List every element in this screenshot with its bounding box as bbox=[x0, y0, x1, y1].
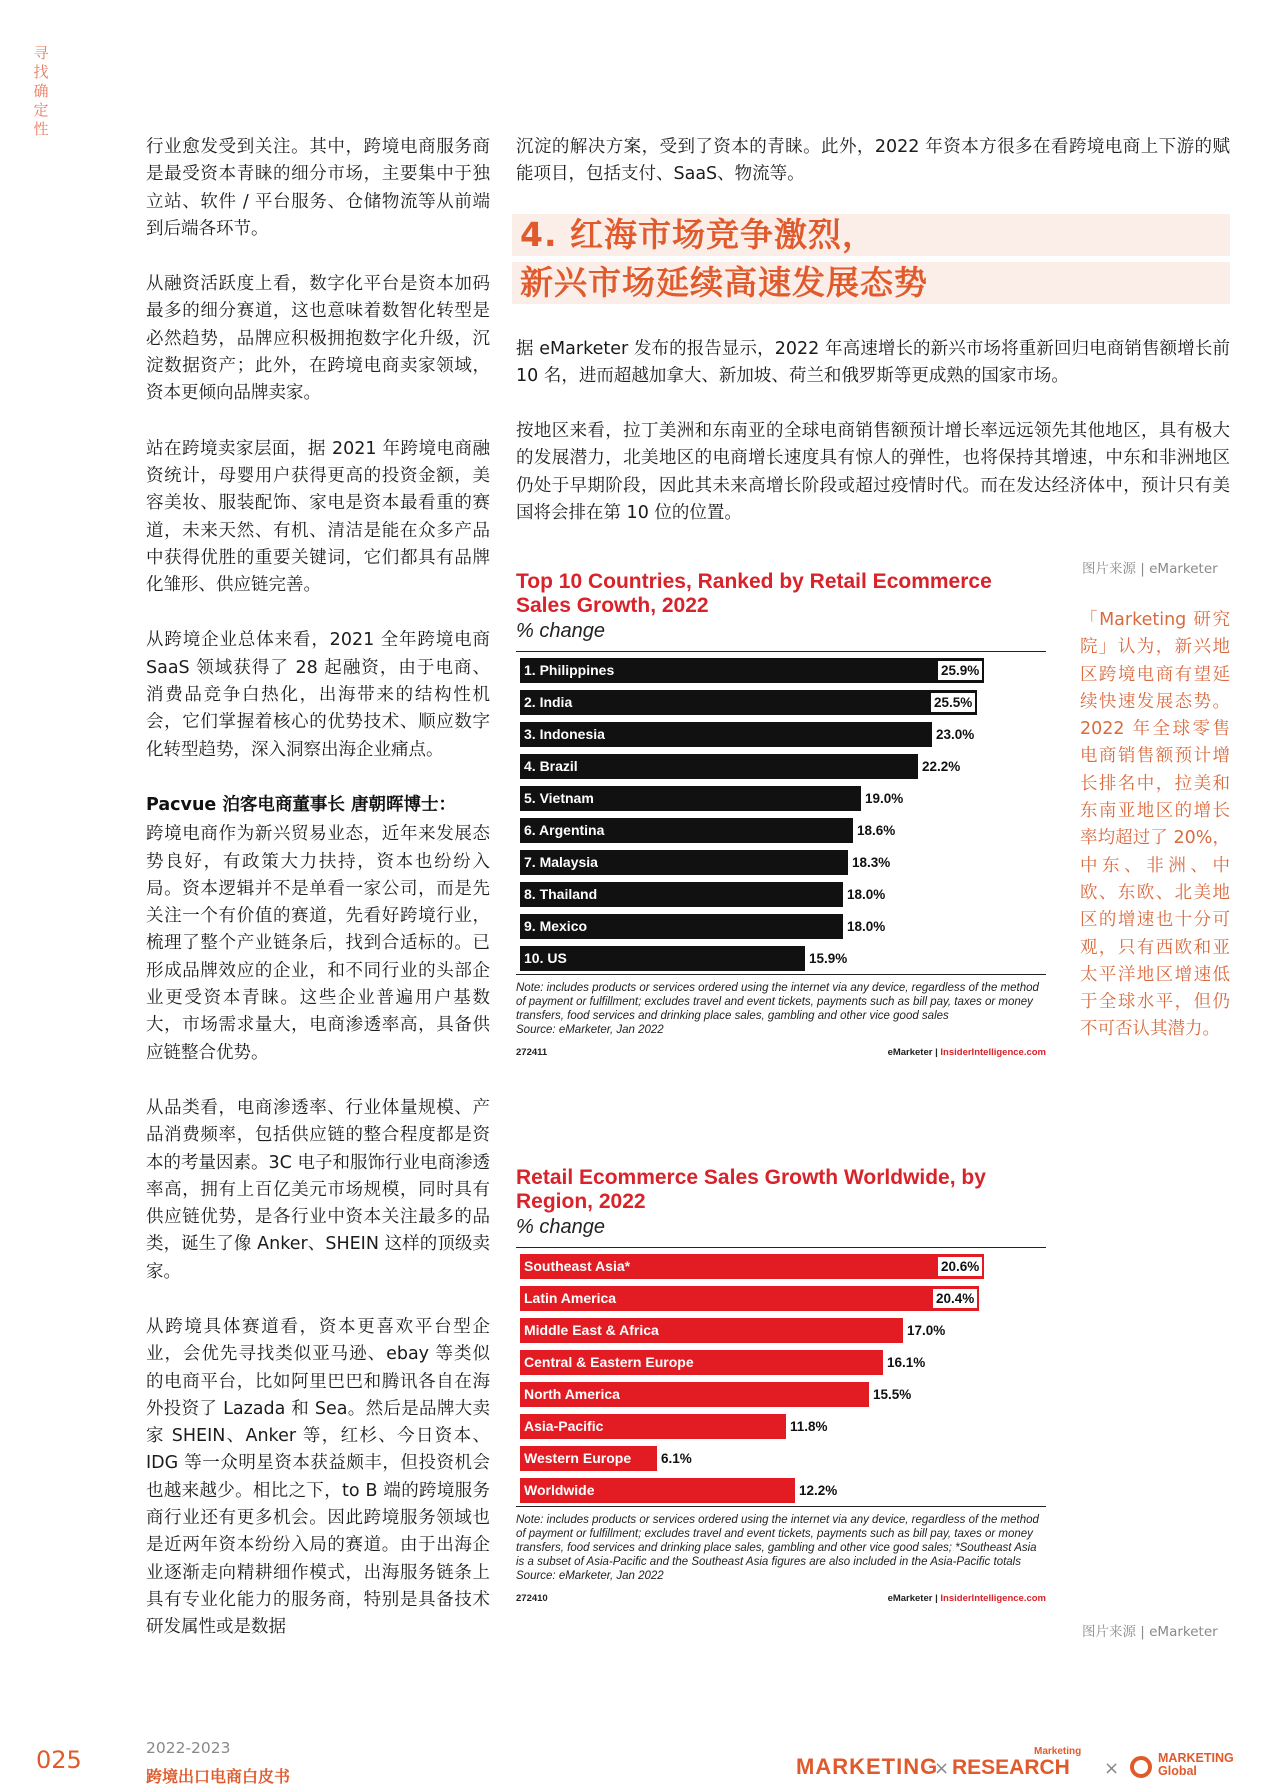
chart-bar-row bbox=[520, 850, 1050, 875]
chart-value-label: 20.4% bbox=[933, 1289, 977, 1308]
chart-bar-label: Western Europe bbox=[524, 1450, 632, 1466]
chart-bar-label: 4. Brazil bbox=[524, 758, 578, 774]
chart-bar-label: 8. Thailand bbox=[524, 886, 598, 902]
chart-subtitle: % change bbox=[516, 620, 605, 642]
side-label-char: 性 bbox=[33, 120, 49, 138]
chart-bar-label: Central & Eastern Europe bbox=[524, 1354, 694, 1370]
chart-value-label: 15.9% bbox=[809, 951, 848, 966]
side-label-char: 定 bbox=[33, 101, 49, 119]
chart-bar-label: 6. Argentina bbox=[524, 822, 605, 838]
x-mark: × bbox=[1104, 1758, 1120, 1779]
chart-note-text: Note: includes products or services ordered using the internet via any device, regardless of the method of payment or fulfillment; excludes travel and event tickets, payments such as bill pay, taxes or money transfers, food services and drinking place sales, gambling and other vice good sales bbox=[516, 982, 1039, 1022]
brand-separator: | bbox=[935, 1047, 938, 1058]
right-top-text: 沉淀的解决方案，受到了资本的青睐。此外，2022 年资本方很多在看跨境电商上下游的赋能项目，包括支付、SaaS、物流等。 bbox=[516, 137, 1230, 185]
chart-bar-row bbox=[520, 1350, 1050, 1375]
left-paragraph: 站在跨境卖家层面，据 2021 年跨境电商融资统计，母婴用户获得更高的投资金额，美容美妆、服装配饰、家电是资本最看重的赛道，未来天然、有机、清洁是能在众多产品中获得优胜的重要关键词，它们都具有品牌化雏形、供应链完善。 bbox=[146, 438, 490, 596]
chart-bar-row bbox=[520, 1414, 1050, 1439]
chart-bar-label: Middle East & Africa bbox=[524, 1322, 659, 1338]
chart-title: Retail Ecommerce Sales Growth Worldwide, by Region, 2022 bbox=[516, 1166, 986, 1213]
right-paragraph-3: 按地区来看，拉丁美洲和东南亚的全球电商销售额预计增长率远远领先其他地区，具有极大的发展潜力，北美地区的电商增长速度具有惊人的弹性，也将保持其增速，中东和非洲地区仍处于早期阶段，因此其未来高增长阶段或超过疫情时代。而在发达经济体中，预计只有美国将会排在第 10 位的位置。 bbox=[516, 421, 1230, 523]
chart-bar-label: 10. US bbox=[524, 950, 567, 966]
research-logo-small: Marketing bbox=[1034, 1746, 1082, 1757]
chart-value-label: 15.5% bbox=[873, 1387, 912, 1402]
chart-bar-row bbox=[520, 754, 1050, 779]
chart-brand bbox=[888, 1047, 1046, 1058]
chart-bar-row bbox=[520, 1446, 1050, 1471]
chart-bar bbox=[520, 690, 977, 715]
brand-emarketer: eMarketer bbox=[887, 1593, 933, 1604]
brand-separator: | bbox=[935, 1593, 938, 1604]
chart-value-label: 22.2% bbox=[922, 759, 961, 774]
brand-insider: InsiderIntelligence.com bbox=[940, 1047, 1046, 1058]
chart-value-label: 18.0% bbox=[847, 919, 886, 934]
side-label-char: 确 bbox=[33, 82, 49, 100]
chart-bar-label: 3. Indonesia bbox=[524, 726, 605, 742]
marketing-global-logo bbox=[1158, 1752, 1234, 1778]
chart-value-label: 6.1% bbox=[661, 1451, 692, 1466]
chart-value-label: 16.1% bbox=[887, 1355, 926, 1370]
left-paragraph: 从融资活跃度上看，数字化平台是资本加码最多的细分赛道，这也意味着数智化转型是必然趋势，品牌应积极拥抱数字化升级，沉淀数据资产；此外，在跨境电商卖家领域，资本更倾向品牌卖家。 bbox=[146, 274, 490, 404]
chart-bar-row bbox=[520, 690, 1050, 715]
left-subhead: Pacvue 泊客电商董事长 唐朝晖博士： bbox=[146, 794, 456, 815]
marketing-global-line2: Global bbox=[1158, 1764, 1197, 1778]
chart-bar-label: 7. Malaysia bbox=[524, 854, 598, 870]
left-paragraph: 从跨境企业总体来看，2021 全年跨境电商 SaaS 领域获得了 28 起融资，由于电商、消费品竞争白热化，出海带来的结构性机会，它们掌握着核心的优势技术、顺应数字化转型趋势，深入洞察出海企业痛点。 bbox=[146, 630, 490, 760]
right-paragraph-2: 据 eMarketer 发布的报告显示，2022 年高速增长的新兴市场将重新回归电商销售额增长前 10 名，进而超越加拿大、新加坡、荷兰和俄罗斯等更成熟的国家市场。 bbox=[516, 339, 1230, 387]
chart-bar-label: 9. Mexico bbox=[524, 918, 588, 934]
chart-bar-row bbox=[520, 914, 1050, 939]
chart-bar-label: 2. India bbox=[524, 694, 573, 710]
chart-bar-label: 1. Philippines bbox=[524, 662, 615, 678]
brand-emarketer: eMarketer bbox=[887, 1047, 933, 1058]
chart-footer bbox=[516, 1047, 1046, 1063]
chart-value-label: 18.0% bbox=[847, 887, 886, 902]
footer-year: 2022-2023 bbox=[146, 1739, 231, 1757]
chart-bar-row bbox=[520, 722, 1050, 747]
side-section-label bbox=[32, 44, 50, 139]
chart-bar-row bbox=[520, 882, 1050, 907]
chart-top-countries bbox=[516, 570, 1046, 1063]
chart-value-label: 20.6% bbox=[938, 1257, 982, 1276]
chart-bar-label: North America bbox=[524, 1386, 620, 1402]
chart-bar-row bbox=[520, 1318, 1050, 1343]
image-source-1: 图片来源 | eMarketer bbox=[1082, 561, 1218, 577]
footer-logos bbox=[796, 1746, 1236, 1786]
right-top-paragraph bbox=[516, 134, 1230, 189]
chart-value-label: 11.8% bbox=[790, 1419, 828, 1434]
footer-title: 跨境出口电商白皮书 bbox=[146, 1767, 291, 1786]
brand-insider: InsiderIntelligence.com bbox=[940, 1593, 1046, 1604]
chart-value-label: 12.2% bbox=[799, 1483, 838, 1498]
page-number: 025 bbox=[36, 1746, 82, 1774]
chart-bars bbox=[516, 1247, 1046, 1507]
research-logo: RESEARCH bbox=[952, 1756, 1070, 1779]
chart-note-text: Note: includes products or services ordered using the internet via any device, regardless of the method of payment or fulfillment; excludes travel and event tickets, payments such as bill pay, taxes or money transfers, food services and drinking place sales, gambling and other vice good sales; *Southeast Asia is a subset of Asia-Pacific and the Southeast Asia figures are also included in the Asia-Pacific totals bbox=[516, 1514, 1039, 1568]
chart-id: 272411 bbox=[516, 1047, 548, 1058]
x-mark: × bbox=[934, 1758, 950, 1779]
side-label-char: 寻 bbox=[33, 44, 49, 62]
chart-brand bbox=[888, 1593, 1046, 1604]
marketing-global-icon bbox=[1130, 1756, 1152, 1778]
chart-value-label: 18.3% bbox=[852, 855, 891, 870]
headline-line-2: 新兴市场延续高速发展态势 bbox=[512, 262, 1230, 304]
chart-value-label: 25.5% bbox=[931, 693, 975, 712]
left-paragraph: 行业愈发受到关注。其中，跨境电商服务商是最受资本青睐的细分市场，主要集中于独立站、软件 / 平台服务、仓储物流等从前端到后端各环节。 bbox=[146, 137, 490, 239]
chart-bar-label: 5. Vietnam bbox=[524, 790, 594, 806]
left-paragraph: 从品类看，电商渗透率、行业体量规模、产品消费频率，包括供应链的整合程度都是资本的考量因素。3C 电子和服饰行业电商渗透率高，拥有上百亿美元市场规模，同时具有供应链优势，是各行业中资本关注最多的品类，诞生了像 Anker、SHEIN 这样的顶级卖家。 bbox=[146, 1097, 490, 1282]
chart-value-label: 25.9% bbox=[938, 661, 982, 680]
chart-value-label: 19.0% bbox=[865, 791, 904, 806]
chart-bar-row bbox=[520, 786, 1050, 811]
chart-source: Source: eMarketer, Jan 2022 bbox=[516, 1570, 664, 1582]
section-headline bbox=[512, 214, 1230, 310]
side-quote: 「Marketing 研究院」认为，新兴地区跨境电商有望延续快速发展态势。2022 年全球零售电商销售额预计增长排名中，拉美和东南亚地区的增长率均超过了 20%，中东、非洲、中欧、东欧、北美地区的增速也十分可观，只有西欧和亚太平洋地区增速低于全球水平，但仍不可否认其潜力。 bbox=[1080, 610, 1230, 1040]
chart-bar-row bbox=[520, 658, 1050, 683]
side-label-char: 找 bbox=[33, 63, 49, 81]
chart-bar-label: Southeast Asia* bbox=[524, 1258, 631, 1274]
chart-title: Top 10 Countries, Ranked by Retail Ecommerce Sales Growth, 2022 bbox=[516, 570, 992, 617]
chart-bar-row bbox=[520, 946, 1050, 971]
chart-value-label: 17.0% bbox=[907, 1323, 946, 1338]
marketing-logo: MARKETING bbox=[796, 1754, 939, 1779]
chart-note bbox=[516, 1513, 1046, 1583]
image-source-2: 图片来源 | eMarketer bbox=[1082, 1624, 1218, 1640]
chart-subtitle: % change bbox=[516, 1216, 605, 1238]
headline-line-1: 4. 红海市场竞争激烈， bbox=[512, 214, 1230, 256]
chart-source: Source: eMarketer, Jan 2022 bbox=[516, 1024, 664, 1036]
left-paragraph: 跨境电商作为新兴贸易业态，近年来发展态势良好，有政策大力扶持，资本也纷纷入局。资本逻辑并不是单看一家公司，而是先关注一个有价值的赛道，先看好跨境行业，梳理了整个产业链条后，找到合适标的。已形成品牌效应的企业，和不同行业的头部企业更受资本青睐。这些企业普遍用户基数大，市场需求量大，电商渗透率高，具备供应链整合优势。 bbox=[146, 824, 490, 1063]
chart-regions bbox=[516, 1166, 1046, 1609]
chart-bar-row bbox=[520, 1254, 1050, 1279]
chart-value-label: 23.0% bbox=[936, 727, 975, 742]
left-paragraph: 从跨境具体赛道看，资本更喜欢平台型企业，会优先寻找类似亚马逊、ebay 等类似的电商平台，比如阿里巴巴和腾讯各自在海外投资了 Lazada 和 Sea。然后是品牌大卖家 SHEIN、Anker 等，红杉、今日资本、IDG 等一众明星资本获益颇丰，但投资机会也越来越少。相比之下，to B 端的跨境服务商行业还有更多机会。因此跨境服务领域也是近两年资本纷纷入局的赛道。由于出海企业逐渐走向精耕细作模式，出海服务链条上具有专业化能力的服务商，特别是具备技术研发属性或是数据 bbox=[146, 1316, 490, 1638]
chart-bar-label: Worldwide bbox=[524, 1482, 595, 1498]
chart-bar bbox=[520, 754, 918, 779]
chart-bar-label: Asia-Pacific bbox=[524, 1418, 604, 1434]
marketing-global-line1: MARKETING bbox=[1158, 1751, 1234, 1765]
chart-bar-label: Latin America bbox=[524, 1290, 617, 1306]
chart-bar-row bbox=[520, 818, 1050, 843]
chart-bar-row bbox=[520, 1286, 1050, 1311]
chart-id: 272410 bbox=[516, 1593, 548, 1604]
chart-value-label: 18.6% bbox=[857, 823, 896, 838]
chart-bar-row bbox=[520, 1382, 1050, 1407]
chart-note bbox=[516, 981, 1046, 1037]
chart-bar-row bbox=[520, 1478, 1050, 1503]
left-column bbox=[146, 134, 490, 1670]
chart-footer bbox=[516, 1593, 1046, 1609]
chart-bars bbox=[516, 651, 1046, 975]
